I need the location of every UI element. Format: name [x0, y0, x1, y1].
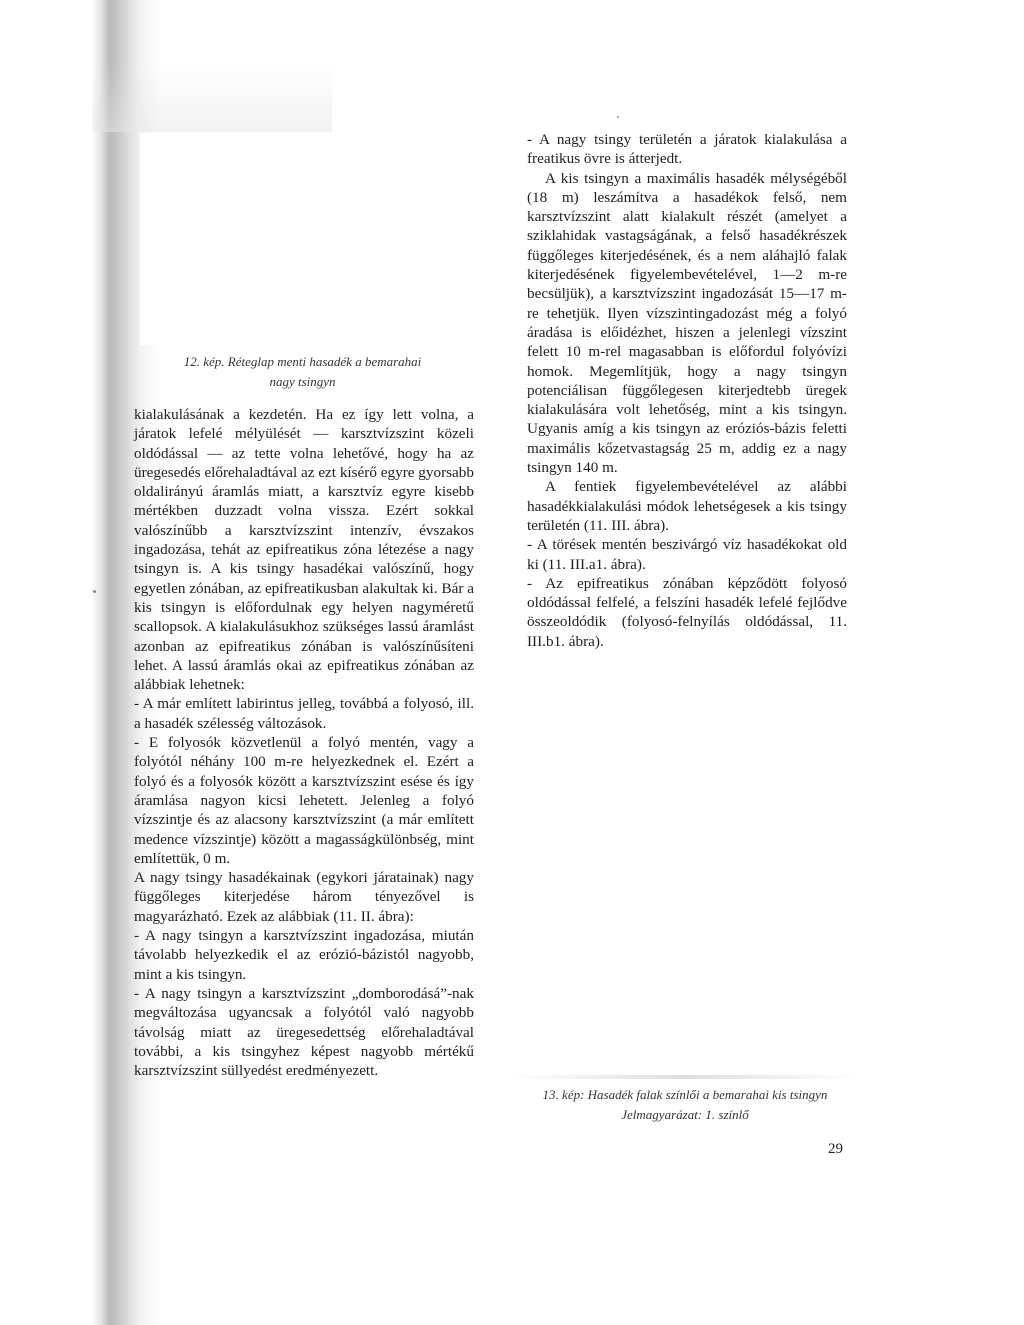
figure-13-caption — [505, 1085, 865, 1125]
figure-12-caption-line2: nagy tsingyn — [269, 374, 336, 389]
figure-13-area — [510, 1075, 860, 1079]
body-paragraph: kialakulásának a kezdetén. Ha ez így lett volna, a járatok lefelé mélyülését — karsztvízszint közeli oldódással — az tette volna lehetővé, hogy ha az üregesedés előrehaladtával az ezt kísérő egyre gyorsabb oldalirányú áramlás miatt, a karsztvíz egyre kisebb mértékben duzzadt volna vissza. Ezért sokkal valószínűbb a karsztvízszint intenzív, évszakos ingadozása, tehát az epifreatikus zóna létezése a nagy tsingyn is. A kis tsingy hasadékai valószínű, hogy egyetlen zónában, az epifreatikusban alakultak ki. Bár a kis tsingyn is előfordulnak egy helyen nagyméretű scallopsok. A kialakulásukhoz szükséges lassú áramlást azonban az epifreatikus zónában is valószínűsíteni lehet. A lassú áramlás okai az epifreatikus zónában az alábbiak lehetnek: — [134, 406, 474, 694]
right-text-column — [527, 130, 847, 651]
figure-12-caption-line1: 12. kép. Réteglap menti hasadék a bemarahai — [183, 354, 422, 369]
scan-speck — [617, 116, 619, 118]
scan-shadow — [92, 62, 332, 132]
list-item: - E folyosók közvetlenül a folyó mentén, vagy a folyótól néhány 100 m-re helyezkednek el. Ezért a folyó és a folyosók között a karsztvízszint esése és így áramlása nagyon kicsi lehetett. Jelenleg a folyó vízszintje és az alacsony karsztvízszint (a már említett medence vízszintje) között a magasságkülönbség, mint említettük, 0 m. — [134, 734, 474, 867]
list-item: - A nagy tsingy területén a járatok kialakulása a freatikus övre is átterjedt. — [527, 131, 847, 168]
list-item: - A nagy tsingyn a karsztvízszint ingadozása, miután távolabb helyezkedik el az erózió-bázistól nagyobb, mint a kis tsingyn. — [134, 927, 474, 983]
list-item: - A nagy tsingyn a karsztvízszint „domborodásá”-nak megváltozása ugyancsak a folyótól való nagyobb távolság miatt az üregesedettség előrehaladtával további, a kis tsingyhez képest nagyobb mértékű karsztvízszint süllyedést eredményezett. — [134, 984, 474, 1080]
page-number: 29 — [828, 1141, 843, 1157]
scan-speck — [93, 590, 96, 593]
body-paragraph: A nagy tsingy hasadékainak (egykori járatainak) nagy függőleges kiterjedése három tényezővel is magyarázható. Ezek az alábbiak (11. II. ábra): — [134, 869, 474, 925]
body-paragraph: A kis tsingyn a maximális hasadék mélységéből (18 m) leszámítva a hasadékok felső, nem karsztvízszint alatt kialakult részét (amelyet a sziklahidak vastagságának, a felső hasadékrészek függőleges kiterjedésének, és a nem aláhajló falak kiterjedésének figyelembevételével, 1—2 m-re becsüljük), a karsztvízszint ingadozását 15—17 m-re tehetjük. Ilyen vízszintingadozást még a folyó áradása is előidézhet, hiszen a jelenlegi vízszint felett 10 m-rel magasabban is előfordul folyóvízi homok. Megemlítjük, hogy a nagy tsingyn potenciálisan függőlegesen kiterjedtebb üregek kialakulására volt lehetőség, mint a kis tsingyn. Ugyanis amíg a kis tsingyn az eróziós-bázis feletti maximális kőzetvastagság 25 m, addig ez a nagy tsingyn 140 m. — [527, 169, 847, 477]
left-text-column — [134, 405, 474, 1080]
figure-13-caption-line2: Jelmagyarázat: 1. színlő — [621, 1107, 749, 1122]
list-item: - A már említett labirintus jelleg, továbbá a folyosó, ill. a hasadék szélesség változások. — [134, 695, 474, 732]
figure-12-photo — [140, 133, 472, 345]
list-item: - Az epifreatikus zónában képződött folyosó oldódással felfelé, a felszíni hasadék lefelé fejlődve összeoldódik (folyosó-felnyílás oldódással, 11. III.b1. ábra). — [527, 574, 847, 650]
figure-13-caption-line1: 13. kép: Hasadék falak színlői a bemarahai kis tsingyn — [542, 1087, 828, 1102]
figure-12-caption — [145, 352, 460, 392]
list-item: - A törések mentén beszivárgó víz hasadékokat old ki (11. III.a1. ábra). — [527, 536, 847, 573]
body-paragraph: A fentiek figyelembevételével az alábbi hasadékkialakulási módok lehetségesek a kis tsingy területén (11. III. ábra). — [527, 478, 847, 534]
